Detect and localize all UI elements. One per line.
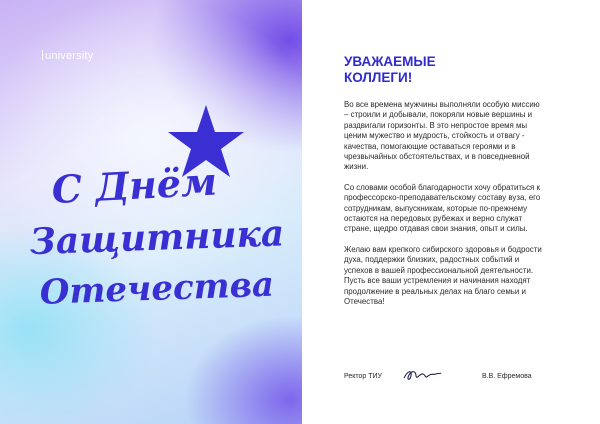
letter-heading: УВАЖАЕМЫЕ КОЛЛЕГИ! (344, 54, 436, 85)
university-logo (42, 50, 93, 62)
logo-text: university (45, 50, 94, 62)
logo-bar-icon (42, 50, 43, 60)
holiday-title (0, 150, 302, 320)
letter-paragraph: Со словами особой благодарности хочу обратиться к профессорско-преподавательскому составу вуза, его сотрудникам, выпускникам, которые по-прежнему остаются на передовых рубежах и верно служат стране, щедро отдавая свои знания, опыт и силы. (344, 182, 541, 234)
title-line-3: Отечества (39, 264, 275, 313)
rector-position: Ректор ТИУ (344, 373, 383, 380)
letter-paragraph: Во все времена мужчины выполняли особую миссию – строили и добывали, покоряли новые вершины и раздвигали горизонты. В это непростое время мы ценим мужество и мудрость, стойкость и отвагу - качества, помогающие оставаться героями и в чрезвычайных обстоятельствах, и в повседневной жизни. (344, 100, 540, 172)
letter-body (344, 100, 544, 317)
letter-paragraph: Желаю вам крепкого сибирского здоровья и бодрости духа, поддержки близких, радостных событий и успехов в вашей профессиональной деятельности. Пусть все ваши устремления и начинания находят продолжение в реальных делах на благо семьи и Отечества! (344, 244, 542, 306)
title-line-2: Защитника (29, 212, 285, 264)
title-line-1: С Днём (50, 158, 219, 213)
letter-panel (302, 0, 600, 424)
letter-footer (344, 371, 544, 385)
signature-icon (402, 367, 442, 383)
rector-name: В.В. Ефремова (482, 373, 532, 380)
